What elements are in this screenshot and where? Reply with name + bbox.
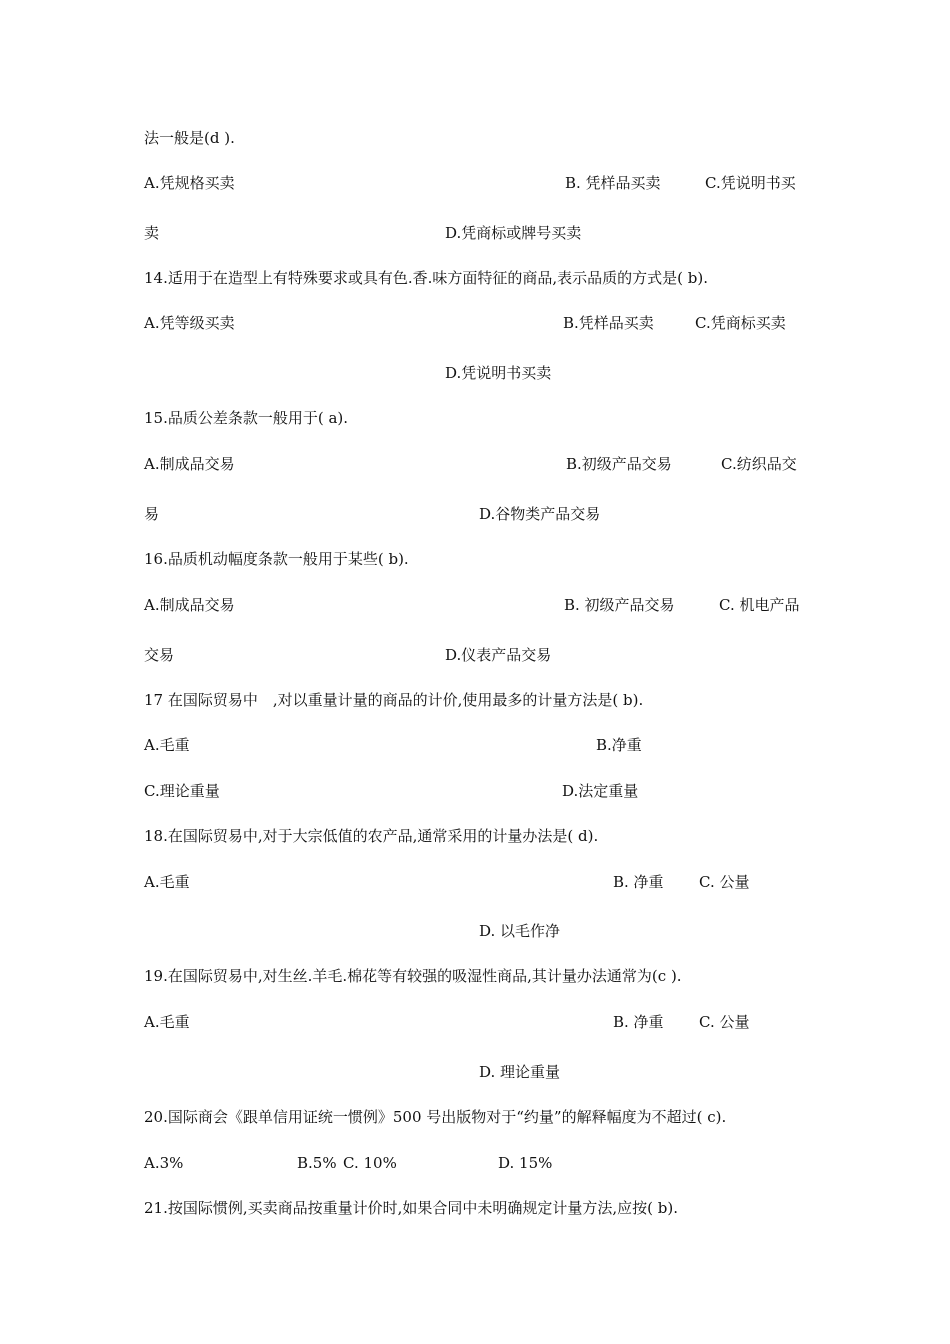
option-b: B.凭样品买卖 — [563, 314, 654, 332]
question-20: 20.国际商会《跟单信用证统一惯例》500 号出版物对于“约量”的解释幅度为不超过( c). — [144, 1108, 727, 1126]
option-a: A.3% — [144, 1154, 184, 1172]
option-a: A.毛重 — [144, 873, 190, 891]
option-c: C. 机电产品 — [719, 596, 800, 614]
question-16: 16.品质机动幅度条款一般用于某些( b). — [144, 550, 409, 568]
option-b: B.5% — [297, 1154, 337, 1172]
option-a: A.毛重 — [144, 1013, 190, 1031]
option-c: C.理论重量 — [144, 782, 220, 800]
option-c: C.纺织品交 — [721, 455, 797, 473]
option-a: A.制成品交易 — [144, 596, 235, 614]
option-b: B. 初级产品交易 — [564, 596, 675, 614]
option-c: C. 公量 — [699, 1013, 750, 1031]
option-a: A.毛重 — [144, 736, 190, 754]
option-a: A.凭规格买卖 — [144, 174, 235, 192]
option-c: C. 公量 — [699, 873, 750, 891]
option-d: D.仪表产品交易 — [445, 646, 552, 664]
question-19: 19.在国际贸易中,对生丝.羊毛.棉花等有较强的吸湿性商品,其计量办法通常为(c ). — [144, 967, 682, 985]
option-b: B.净重 — [596, 736, 642, 754]
option-c: C.凭说明书买 — [705, 174, 796, 192]
option-d: D.凭说明书买卖 — [445, 364, 552, 382]
option-c-continued: 易 — [144, 505, 160, 523]
option-d: D. 15% — [498, 1154, 553, 1172]
question-14: 14.适用于在造型上有特殊要求或具有色.香.味方面特征的商品,表示品质的方式是( b). — [144, 269, 709, 287]
option-c-continued: 卖 — [144, 224, 160, 242]
option-c-continued: 交易 — [144, 646, 175, 664]
option-b: B. 净重 — [613, 873, 664, 891]
option-a: A.制成品交易 — [144, 455, 235, 473]
option-d: D.谷物类产品交易 — [479, 505, 601, 523]
option-d: D. 理论重量 — [479, 1063, 561, 1081]
option-d: D. 以毛作净 — [479, 922, 561, 940]
question-17: 17 在国际贸易中 ,对以重量计量的商品的计价,使用最多的计量方法是( b). — [144, 691, 644, 709]
question-18: 18.在国际贸易中,对于大宗低值的农产品,通常采用的计量办法是( d). — [144, 827, 599, 845]
option-c: C. 10% — [343, 1154, 397, 1172]
option-b: B. 净重 — [613, 1013, 664, 1031]
question-15: 15.品质公差条款一般用于( a). — [144, 409, 349, 427]
option-d: D.法定重量 — [562, 782, 639, 800]
option-a: A.凭等级买卖 — [144, 314, 235, 332]
question-13-stem-tail: 法一般是(d ). — [144, 129, 235, 147]
question-21: 21.按国际惯例,买卖商品按重量计价时,如果合同中未明确规定计量方法,应按( b). — [144, 1199, 679, 1217]
option-b: B. 凭样品买卖 — [565, 174, 661, 192]
option-d: D.凭商标或牌号买卖 — [445, 224, 582, 242]
option-b: B.初级产品交易 — [566, 455, 672, 473]
option-c: C.凭商标买卖 — [695, 314, 786, 332]
